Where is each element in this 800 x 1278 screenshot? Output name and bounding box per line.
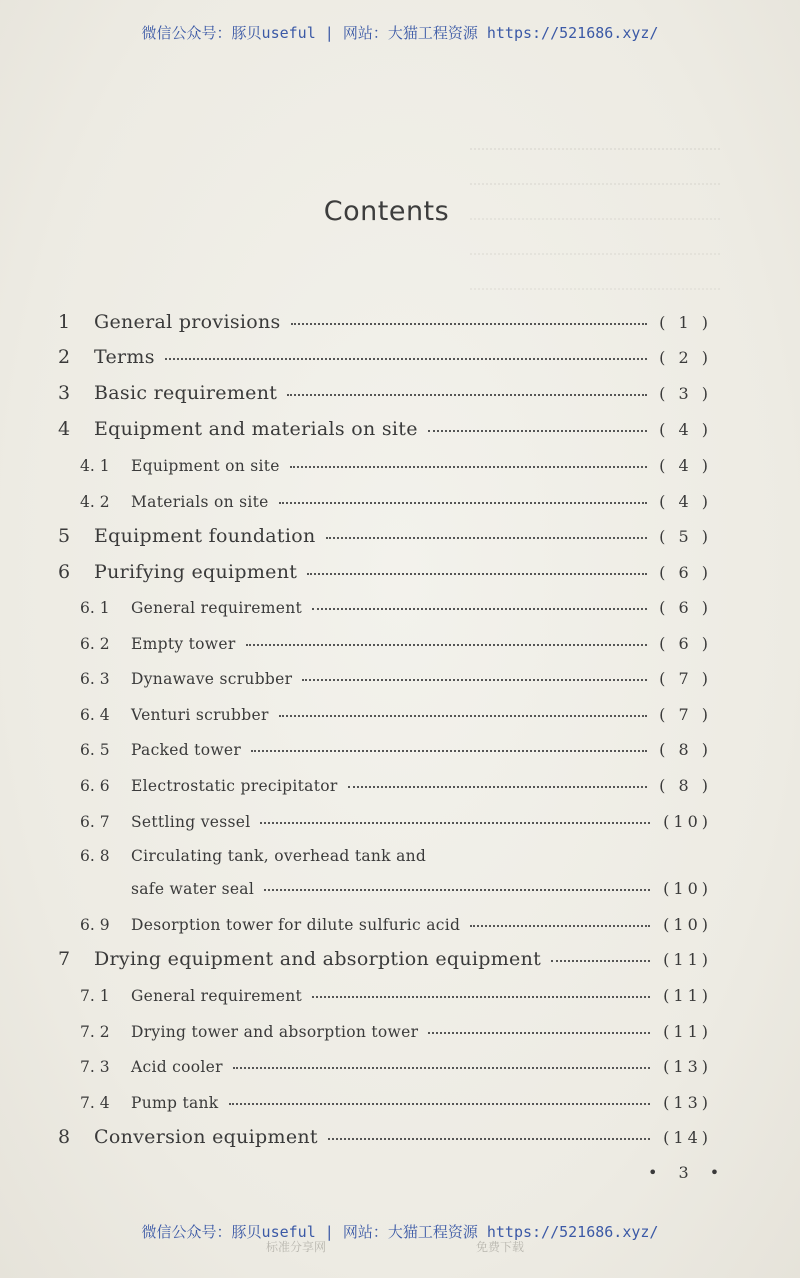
page-title: Contents (323, 196, 450, 227)
toc-page: ( 4 ) (659, 456, 712, 475)
toc-leader-dots (233, 1061, 650, 1069)
toc-number: 1 (58, 311, 71, 333)
toc-entry (58, 346, 712, 368)
toc-page: (13) (663, 1093, 712, 1112)
toc-number: 6. 2 (80, 635, 110, 653)
toc-leader-dots (290, 460, 647, 468)
toc-leader-dots (246, 638, 648, 646)
toc-entry (58, 1126, 712, 1148)
toc-subentry (80, 986, 712, 1005)
toc-subentry (80, 634, 712, 653)
toc-page: (10) (663, 812, 712, 831)
toc-label: Equipment on site (131, 457, 280, 475)
toc-entry (58, 382, 712, 404)
toc-leader-dots (326, 531, 648, 539)
toc-page: (11) (663, 986, 712, 1005)
toc-number: 7 (58, 948, 71, 970)
toc-leader-dots (291, 317, 648, 325)
bleed-through-line (470, 148, 720, 150)
toc-leader-dots (328, 1132, 650, 1140)
toc-label: Equipment and materials on site (94, 418, 418, 440)
toc-page: (11) (663, 1022, 712, 1041)
toc-page: (13) (663, 1057, 712, 1076)
toc-page: ( 7 ) (659, 669, 712, 688)
toc-label: Acid cooler (131, 1058, 223, 1076)
toc-leader-dots (307, 567, 647, 575)
toc-label: Empty tower (131, 635, 236, 653)
toc-label: Materials on site (131, 493, 269, 511)
toc-subentry (80, 669, 712, 688)
toc-number: 4 (58, 418, 71, 440)
toc-page: (10) (663, 879, 712, 898)
toc-page: ( 4 ) (659, 420, 712, 439)
toc-page: ( 5 ) (659, 527, 712, 546)
toc-leader-dots (260, 816, 650, 824)
toc-subentry (80, 705, 712, 724)
toc-number: 7. 3 (80, 1058, 110, 1076)
toc-label: Settling vessel (131, 813, 251, 831)
bleed-through-line (470, 253, 720, 255)
toc-number: 6. 5 (80, 741, 110, 759)
toc-entry (58, 948, 712, 970)
toc-page: ( 1 ) (659, 313, 712, 332)
toc-subentry (80, 812, 712, 831)
toc-page: (10) (663, 915, 712, 934)
toc-label: Basic requirement (94, 382, 278, 404)
toc-number: 7. 1 (80, 987, 110, 1005)
toc-leader-dots (302, 673, 647, 681)
toc-number: 4. 1 (80, 457, 110, 475)
toc-label: Dynawave scrubber (131, 670, 293, 688)
toc-leader-dots (312, 990, 650, 998)
toc-subentry (80, 847, 436, 865)
toc-leader-dots (229, 1097, 650, 1105)
page-number: • 3 • (648, 1163, 728, 1182)
toc-entry (58, 418, 712, 440)
toc-label: Desorption tower for dilute sulfuric acid (131, 916, 461, 934)
bleed-through-line (470, 183, 720, 185)
toc-leader-dots (287, 388, 647, 396)
toc-label: Drying tower and absorption tower (131, 1023, 419, 1041)
toc-label: Venturi scrubber (131, 706, 269, 724)
toc-leader-dots (551, 954, 650, 962)
toc-number: 6. 4 (80, 706, 110, 724)
toc-label: Circulating tank, overhead tank and (131, 847, 427, 865)
toc-entry (58, 525, 712, 547)
toc-number: 6. 8 (80, 847, 110, 865)
toc-subentry (80, 740, 712, 759)
toc-label: General requirement (131, 987, 303, 1005)
toc-label: Equipment foundation (94, 525, 316, 547)
toc-label: safe water seal (131, 880, 255, 898)
toc-page: ( 3 ) (659, 384, 712, 403)
toc-subentry (80, 598, 712, 617)
toc-leader-dots (470, 919, 650, 927)
toc-subentry (80, 1022, 712, 1041)
toc-page: (11) (663, 950, 712, 969)
toc-label: Drying equipment and absorption equipment (94, 948, 542, 970)
toc-subentry (80, 1093, 712, 1112)
toc-leader-dots (312, 602, 647, 610)
toc-page: ( 8 ) (659, 740, 712, 759)
toc-entry (58, 561, 712, 583)
toc-number: 6. 1 (80, 599, 110, 617)
toc-leader-dots (428, 1026, 650, 1034)
toc-leader-dots (279, 709, 647, 717)
toc-page: ( 8 ) (659, 776, 712, 795)
toc-number: 6. 3 (80, 670, 110, 688)
toc-page: ( 4 ) (659, 492, 712, 511)
toc-label: General provisions (94, 311, 281, 333)
toc-subentry (80, 456, 712, 475)
toc-number: 6. 6 (80, 777, 110, 795)
toc-number: 5 (58, 525, 71, 547)
toc-number: 7. 4 (80, 1094, 110, 1112)
toc-leader-dots (251, 744, 647, 752)
toc-page: ( 7 ) (659, 705, 712, 724)
watermark-bottom: 微信公众号：豚贝useful | 网站：大猫工程资源 https://521686.xyz/ (141, 1223, 659, 1241)
toc-page: ( 2 ) (659, 348, 712, 367)
toc-subentry (80, 1057, 712, 1076)
toc-leader-dots (279, 496, 648, 504)
toc-subentry (80, 492, 712, 511)
toc-leader-dots (348, 780, 648, 788)
toc-label: Conversion equipment (94, 1126, 318, 1148)
toc-number: 6. 9 (80, 916, 110, 934)
toc-entry (58, 311, 712, 333)
watermark-top: 微信公众号：豚贝useful | 网站：大猫工程资源 https://521686.xyz/ (141, 24, 659, 42)
toc-label: Terms (94, 346, 155, 368)
toc-label: Packed tower (131, 741, 242, 759)
toc-number: 6 (58, 561, 71, 583)
toc-label: Electrostatic precipitator (131, 777, 338, 795)
footer-faint-left: 标准分享网 (266, 1240, 327, 1254)
toc-leader-dots (428, 424, 647, 432)
toc-page: ( 6 ) (659, 563, 712, 582)
toc-number: 2 (58, 346, 71, 368)
toc-subentry-continuation (131, 879, 712, 898)
toc-number: 4. 2 (80, 493, 110, 511)
toc-number: 7. 2 (80, 1023, 110, 1041)
toc-subentry (80, 915, 712, 934)
toc-label: General requirement (131, 599, 303, 617)
bleed-through-line (470, 288, 720, 290)
toc-subentry (80, 776, 712, 795)
toc-page: (14) (663, 1128, 712, 1147)
toc-number: 6. 7 (80, 813, 110, 831)
footer-faint-right: 免费下载 (476, 1240, 525, 1254)
toc-label: Purifying equipment (94, 561, 298, 583)
toc-label: Pump tank (131, 1094, 219, 1112)
toc-number: 8 (58, 1126, 71, 1148)
toc-leader-dots (264, 883, 650, 891)
toc-page: ( 6 ) (659, 634, 712, 653)
toc-page: ( 6 ) (659, 598, 712, 617)
toc-number: 3 (58, 382, 71, 404)
toc-leader-dots (165, 352, 647, 360)
